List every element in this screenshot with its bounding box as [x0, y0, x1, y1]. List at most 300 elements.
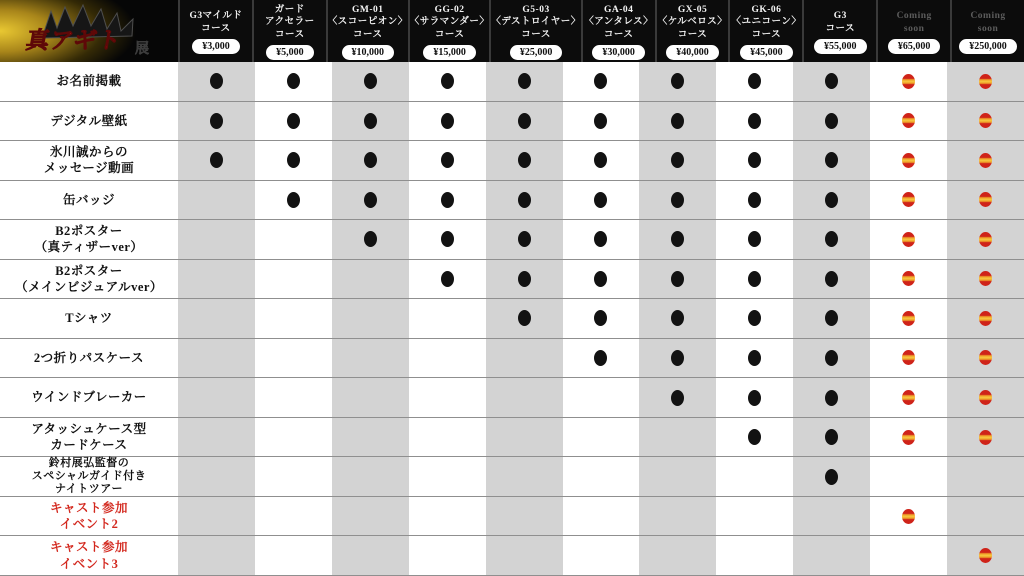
- coming-soon-icon: [979, 74, 992, 89]
- row-cells: [178, 299, 1024, 338]
- benefit-cell: [563, 299, 640, 338]
- benefit-cell: [639, 62, 716, 101]
- benefit-cell: [178, 378, 255, 417]
- benefit-cell: [870, 497, 947, 536]
- benefit-cell: [255, 536, 332, 575]
- benefit-cell: [870, 339, 947, 378]
- included-dot-icon: [364, 113, 377, 129]
- benefit-cell: [947, 102, 1024, 141]
- included-dot-icon: [671, 113, 684, 129]
- course-name: GA-04 〈アンタレス〉 コース: [584, 4, 654, 40]
- included-dot-icon: [671, 231, 684, 247]
- benefit-cell: [639, 260, 716, 299]
- course-name: GX-05 〈ケルベロス〉 コース: [657, 4, 728, 40]
- benefit-cell: [947, 181, 1024, 220]
- benefit-cell: [409, 378, 486, 417]
- included-dot-icon: [825, 469, 838, 485]
- benefit-cell: [639, 141, 716, 180]
- included-dot-icon: [441, 113, 454, 129]
- benefit-cell: [947, 299, 1024, 338]
- benefit-cell: [332, 457, 409, 496]
- row-label: アタッシュケース型 カードケース: [0, 418, 178, 457]
- benefit-cell: [486, 181, 563, 220]
- included-dot-icon: [364, 192, 377, 208]
- benefit-cell: [332, 181, 409, 220]
- course-column-header: [252, 0, 326, 62]
- included-dot-icon: [825, 192, 838, 208]
- course-name: GM-01 〈スコーピオン〉 コース: [327, 4, 408, 40]
- logo-cell: [0, 0, 178, 62]
- benefit-cell: [870, 299, 947, 338]
- course-column-header: [655, 0, 729, 62]
- benefit-cell: [639, 536, 716, 575]
- benefit-cell: [178, 181, 255, 220]
- benefit-cell: [255, 260, 332, 299]
- benefit-cell: [716, 339, 793, 378]
- benefit-cell: [255, 220, 332, 259]
- benefit-cell: [716, 102, 793, 141]
- included-dot-icon: [671, 152, 684, 168]
- course-name: ガード アクセラー コース: [264, 4, 315, 40]
- coming-soon-icon: [902, 232, 915, 247]
- price-badge: ¥30,000: [592, 45, 645, 60]
- row-label: デジタル壁紙: [0, 102, 178, 141]
- included-dot-icon: [748, 429, 761, 445]
- included-dot-icon: [210, 152, 223, 168]
- coming-soon-icon: [979, 232, 992, 247]
- benefit-cell: [409, 181, 486, 220]
- included-dot-icon: [364, 73, 377, 89]
- benefit-cell: [255, 378, 332, 417]
- benefit-cell: [793, 457, 870, 496]
- benefit-cell: [255, 299, 332, 338]
- benefit-cell: [793, 260, 870, 299]
- benefit-cell: [870, 141, 947, 180]
- included-dot-icon: [594, 152, 607, 168]
- benefit-cell: [870, 457, 947, 496]
- coming-soon-icon: [902, 113, 915, 128]
- benefit-cell: [870, 62, 947, 101]
- table-row: [0, 536, 1024, 576]
- included-dot-icon: [748, 231, 761, 247]
- included-dot-icon: [825, 390, 838, 406]
- row-label: 鈴村展弘監督の スペシャルガイド付き ナイトツアー: [0, 457, 178, 496]
- price-badge: ¥5,000: [266, 45, 314, 60]
- row-cells: [178, 141, 1024, 180]
- benefit-cell: [486, 339, 563, 378]
- row-cells: [178, 102, 1024, 141]
- included-dot-icon: [287, 73, 300, 89]
- included-dot-icon: [748, 152, 761, 168]
- coming-soon-icon: [902, 390, 915, 405]
- coming-soon-icon: [902, 430, 915, 445]
- row-label: 氷川誠からの メッセージ動画: [0, 141, 178, 180]
- table-row: [0, 141, 1024, 181]
- row-cells: [178, 378, 1024, 417]
- included-dot-icon: [748, 192, 761, 208]
- benefit-cell: [332, 141, 409, 180]
- benefit-cell: [793, 141, 870, 180]
- coming-soon-icon: [979, 311, 992, 326]
- course-name: G3 コース: [825, 11, 856, 34]
- coming-soon-icon: [902, 311, 915, 326]
- coming-soon-icon: [979, 192, 992, 207]
- benefit-cell: [947, 141, 1024, 180]
- benefit-cell: [563, 497, 640, 536]
- benefit-cell: [793, 418, 870, 457]
- benefit-cell: [947, 339, 1024, 378]
- benefit-cell: [639, 339, 716, 378]
- benefit-cell: [409, 497, 486, 536]
- benefit-cell: [178, 536, 255, 575]
- benefit-cell: [716, 141, 793, 180]
- benefit-cell: [409, 141, 486, 180]
- benefit-cell: [332, 418, 409, 457]
- benefit-cell: [178, 497, 255, 536]
- benefit-cell: [563, 141, 640, 180]
- coming-soon-icon: [979, 350, 992, 365]
- benefit-cell: [947, 220, 1024, 259]
- benefit-cell: [332, 62, 409, 101]
- included-dot-icon: [671, 73, 684, 89]
- row-cells: [178, 339, 1024, 378]
- benefit-cell: [255, 457, 332, 496]
- row-label: キャスト参加 イベント3: [0, 536, 178, 575]
- benefit-cell: [947, 497, 1024, 536]
- benefit-cell: [486, 536, 563, 575]
- table-row: [0, 339, 1024, 379]
- benefit-cell: [409, 418, 486, 457]
- benefit-cell: [332, 378, 409, 417]
- benefit-cell: [255, 497, 332, 536]
- benefit-cell: [870, 260, 947, 299]
- benefit-cell: [178, 299, 255, 338]
- course-column-header: [326, 0, 408, 62]
- course-column-header: [178, 0, 252, 62]
- price-badge: ¥250,000: [959, 39, 1017, 54]
- benefit-cell: [486, 497, 563, 536]
- course-column-header: [950, 0, 1024, 62]
- benefit-cell: [793, 497, 870, 536]
- benefit-cell: [178, 102, 255, 141]
- course-name: Coming soon: [896, 11, 932, 34]
- benefit-cell: [409, 299, 486, 338]
- benefit-cell: [716, 497, 793, 536]
- benefit-cell: [409, 536, 486, 575]
- benefit-cell: [563, 62, 640, 101]
- row-cells: [178, 457, 1024, 496]
- included-dot-icon: [825, 310, 838, 326]
- included-dot-icon: [287, 152, 300, 168]
- coming-soon-icon: [902, 350, 915, 365]
- price-badge: ¥15,000: [423, 45, 476, 60]
- benefit-cell: [486, 378, 563, 417]
- included-dot-icon: [210, 73, 223, 89]
- benefit-cell: [486, 220, 563, 259]
- included-dot-icon: [594, 271, 607, 287]
- row-cells: [178, 62, 1024, 101]
- coming-soon-icon: [902, 74, 915, 89]
- coming-soon-icon: [979, 153, 992, 168]
- benefit-cell: [793, 62, 870, 101]
- included-dot-icon: [594, 310, 607, 326]
- coming-soon-icon: [902, 271, 915, 286]
- table-row: [0, 181, 1024, 221]
- benefit-cell: [563, 220, 640, 259]
- benefit-cell: [716, 220, 793, 259]
- table-body: [0, 62, 1024, 576]
- benefit-cell: [793, 102, 870, 141]
- benefit-cell: [639, 418, 716, 457]
- price-badge: ¥10,000: [342, 45, 395, 60]
- coming-soon-icon: [979, 548, 992, 563]
- benefit-cell: [716, 62, 793, 101]
- included-dot-icon: [748, 390, 761, 406]
- benefit-cell: [639, 299, 716, 338]
- row-label: 2つ折りパスケース: [0, 339, 178, 378]
- benefit-cell: [639, 497, 716, 536]
- row-label: お名前掲載: [0, 62, 178, 101]
- included-dot-icon: [825, 113, 838, 129]
- table-row: [0, 418, 1024, 458]
- price-badge: ¥65,000: [888, 39, 941, 54]
- included-dot-icon: [748, 271, 761, 287]
- benefit-cell: [870, 536, 947, 575]
- included-dot-icon: [594, 231, 607, 247]
- benefit-cell: [947, 418, 1024, 457]
- benefit-cell: [486, 260, 563, 299]
- course-column-header: [489, 0, 580, 62]
- benefit-cell: [409, 102, 486, 141]
- benefit-cell: [486, 418, 563, 457]
- included-dot-icon: [441, 231, 454, 247]
- benefit-cell: [716, 181, 793, 220]
- benefit-cell: [947, 536, 1024, 575]
- included-dot-icon: [748, 310, 761, 326]
- table-row: [0, 299, 1024, 339]
- benefit-cell: [716, 418, 793, 457]
- included-dot-icon: [518, 310, 531, 326]
- coming-soon-icon: [979, 113, 992, 128]
- benefit-cell: [639, 220, 716, 259]
- included-dot-icon: [748, 350, 761, 366]
- benefit-cell: [563, 457, 640, 496]
- benefit-cell: [255, 141, 332, 180]
- included-dot-icon: [671, 310, 684, 326]
- benefit-cell: [486, 457, 563, 496]
- price-badge: ¥3,000: [192, 39, 240, 54]
- included-dot-icon: [441, 152, 454, 168]
- benefit-cell: [255, 102, 332, 141]
- benefit-cell: [870, 418, 947, 457]
- benefit-cell: [409, 220, 486, 259]
- shin-agito-logo: [11, 3, 167, 59]
- price-badge: ¥40,000: [666, 45, 719, 60]
- benefit-cell: [332, 497, 409, 536]
- benefit-cell: [563, 378, 640, 417]
- benefit-cell: [178, 418, 255, 457]
- benefit-cell: [947, 62, 1024, 101]
- benefit-cell: [563, 181, 640, 220]
- row-label: Tシャツ: [0, 299, 178, 338]
- benefit-cell: [178, 141, 255, 180]
- included-dot-icon: [364, 152, 377, 168]
- benefit-cell: [870, 378, 947, 417]
- benefit-cell: [255, 418, 332, 457]
- included-dot-icon: [518, 73, 531, 89]
- included-dot-icon: [594, 192, 607, 208]
- row-cells: [178, 181, 1024, 220]
- course-name: Coming soon: [970, 11, 1006, 34]
- included-dot-icon: [671, 350, 684, 366]
- price-badge: ¥45,000: [740, 45, 793, 60]
- included-dot-icon: [364, 231, 377, 247]
- included-dot-icon: [441, 271, 454, 287]
- included-dot-icon: [518, 271, 531, 287]
- course-column-header: [581, 0, 655, 62]
- row-cells: [178, 418, 1024, 457]
- included-dot-icon: [748, 73, 761, 89]
- table-row: [0, 260, 1024, 300]
- benefit-cell: [409, 62, 486, 101]
- price-badge: ¥55,000: [814, 39, 867, 54]
- benefit-cell: [332, 339, 409, 378]
- included-dot-icon: [518, 152, 531, 168]
- included-dot-icon: [518, 192, 531, 208]
- table-header: [0, 0, 1024, 62]
- benefit-cell: [563, 536, 640, 575]
- coming-soon-icon: [979, 430, 992, 445]
- row-cells: [178, 497, 1024, 536]
- row-label: ウインドブレーカー: [0, 378, 178, 417]
- benefit-cell: [563, 260, 640, 299]
- benefit-cell: [870, 181, 947, 220]
- course-name: GK-06 〈ユニコーン〉 コース: [731, 4, 802, 40]
- price-badge: ¥25,000: [510, 45, 563, 60]
- table-row: [0, 378, 1024, 418]
- included-dot-icon: [287, 192, 300, 208]
- included-dot-icon: [594, 113, 607, 129]
- coming-soon-icon: [979, 390, 992, 405]
- coming-soon-icon: [979, 271, 992, 286]
- benefit-cell: [870, 220, 947, 259]
- benefit-cell: [255, 62, 332, 101]
- course-name: G3マイルド コース: [189, 11, 243, 34]
- benefit-cell: [947, 260, 1024, 299]
- benefit-cell: [947, 378, 1024, 417]
- coming-soon-icon: [902, 192, 915, 207]
- benefit-cell: [178, 260, 255, 299]
- row-label: キャスト参加 イベント2: [0, 497, 178, 536]
- included-dot-icon: [671, 271, 684, 287]
- table-row: [0, 497, 1024, 537]
- benefit-cell: [793, 536, 870, 575]
- benefit-cell: [793, 220, 870, 259]
- included-dot-icon: [518, 231, 531, 247]
- included-dot-icon: [825, 231, 838, 247]
- benefit-cell: [409, 260, 486, 299]
- benefit-cell: [716, 457, 793, 496]
- benefit-cell: [178, 339, 255, 378]
- table-row: [0, 62, 1024, 102]
- course-column-header: [876, 0, 950, 62]
- benefit-cell: [716, 260, 793, 299]
- benefit-cell: [639, 378, 716, 417]
- benefit-cell: [947, 457, 1024, 496]
- benefit-cell: [563, 418, 640, 457]
- course-name: G5-03 〈デストロイヤー〉 コース: [491, 4, 581, 40]
- benefit-cell: [716, 536, 793, 575]
- included-dot-icon: [594, 350, 607, 366]
- row-cells: [178, 220, 1024, 259]
- included-dot-icon: [287, 113, 300, 129]
- benefit-cell: [793, 181, 870, 220]
- benefit-cell: [486, 141, 563, 180]
- benefit-cell: [793, 299, 870, 338]
- included-dot-icon: [594, 73, 607, 89]
- included-dot-icon: [210, 113, 223, 129]
- included-dot-icon: [671, 192, 684, 208]
- benefit-cell: [486, 102, 563, 141]
- benefit-cell: [486, 299, 563, 338]
- course-name: GG-02 〈サラマンダー〉 コース: [409, 4, 490, 40]
- table-row: [0, 102, 1024, 142]
- benefit-cell: [332, 299, 409, 338]
- included-dot-icon: [825, 350, 838, 366]
- benefit-cell: [332, 260, 409, 299]
- included-dot-icon: [518, 113, 531, 129]
- benefit-cell: [639, 181, 716, 220]
- included-dot-icon: [825, 429, 838, 445]
- logo-text-main: 真アギト: [24, 28, 124, 54]
- table-row: [0, 220, 1024, 260]
- table-row: [0, 457, 1024, 497]
- benefit-cell: [563, 339, 640, 378]
- benefit-cell: [639, 457, 716, 496]
- benefit-cell: [639, 102, 716, 141]
- benefit-cell: [178, 220, 255, 259]
- benefit-cell: [332, 102, 409, 141]
- row-cells: [178, 536, 1024, 575]
- benefit-cell: [793, 378, 870, 417]
- benefit-cell: [178, 62, 255, 101]
- course-column-header: [408, 0, 490, 62]
- included-dot-icon: [748, 113, 761, 129]
- included-dot-icon: [825, 152, 838, 168]
- benefit-cell: [332, 536, 409, 575]
- benefit-cell: [255, 339, 332, 378]
- benefit-cell: [870, 102, 947, 141]
- logo-text-suffix: 展: [135, 42, 149, 57]
- benefit-cell: [409, 457, 486, 496]
- coming-soon-icon: [902, 153, 915, 168]
- row-cells: [178, 260, 1024, 299]
- included-dot-icon: [825, 271, 838, 287]
- benefit-cell: [716, 299, 793, 338]
- course-column-header: [728, 0, 802, 62]
- included-dot-icon: [671, 390, 684, 406]
- benefit-cell: [178, 457, 255, 496]
- header-columns: [178, 0, 1024, 62]
- row-label: B2ポスター （真ティザーver）: [0, 220, 178, 259]
- included-dot-icon: [825, 73, 838, 89]
- benefit-cell: [255, 181, 332, 220]
- course-column-header: [802, 0, 876, 62]
- row-label: 缶バッジ: [0, 181, 178, 220]
- included-dot-icon: [441, 192, 454, 208]
- coming-soon-icon: [902, 509, 915, 524]
- benefit-cell: [716, 378, 793, 417]
